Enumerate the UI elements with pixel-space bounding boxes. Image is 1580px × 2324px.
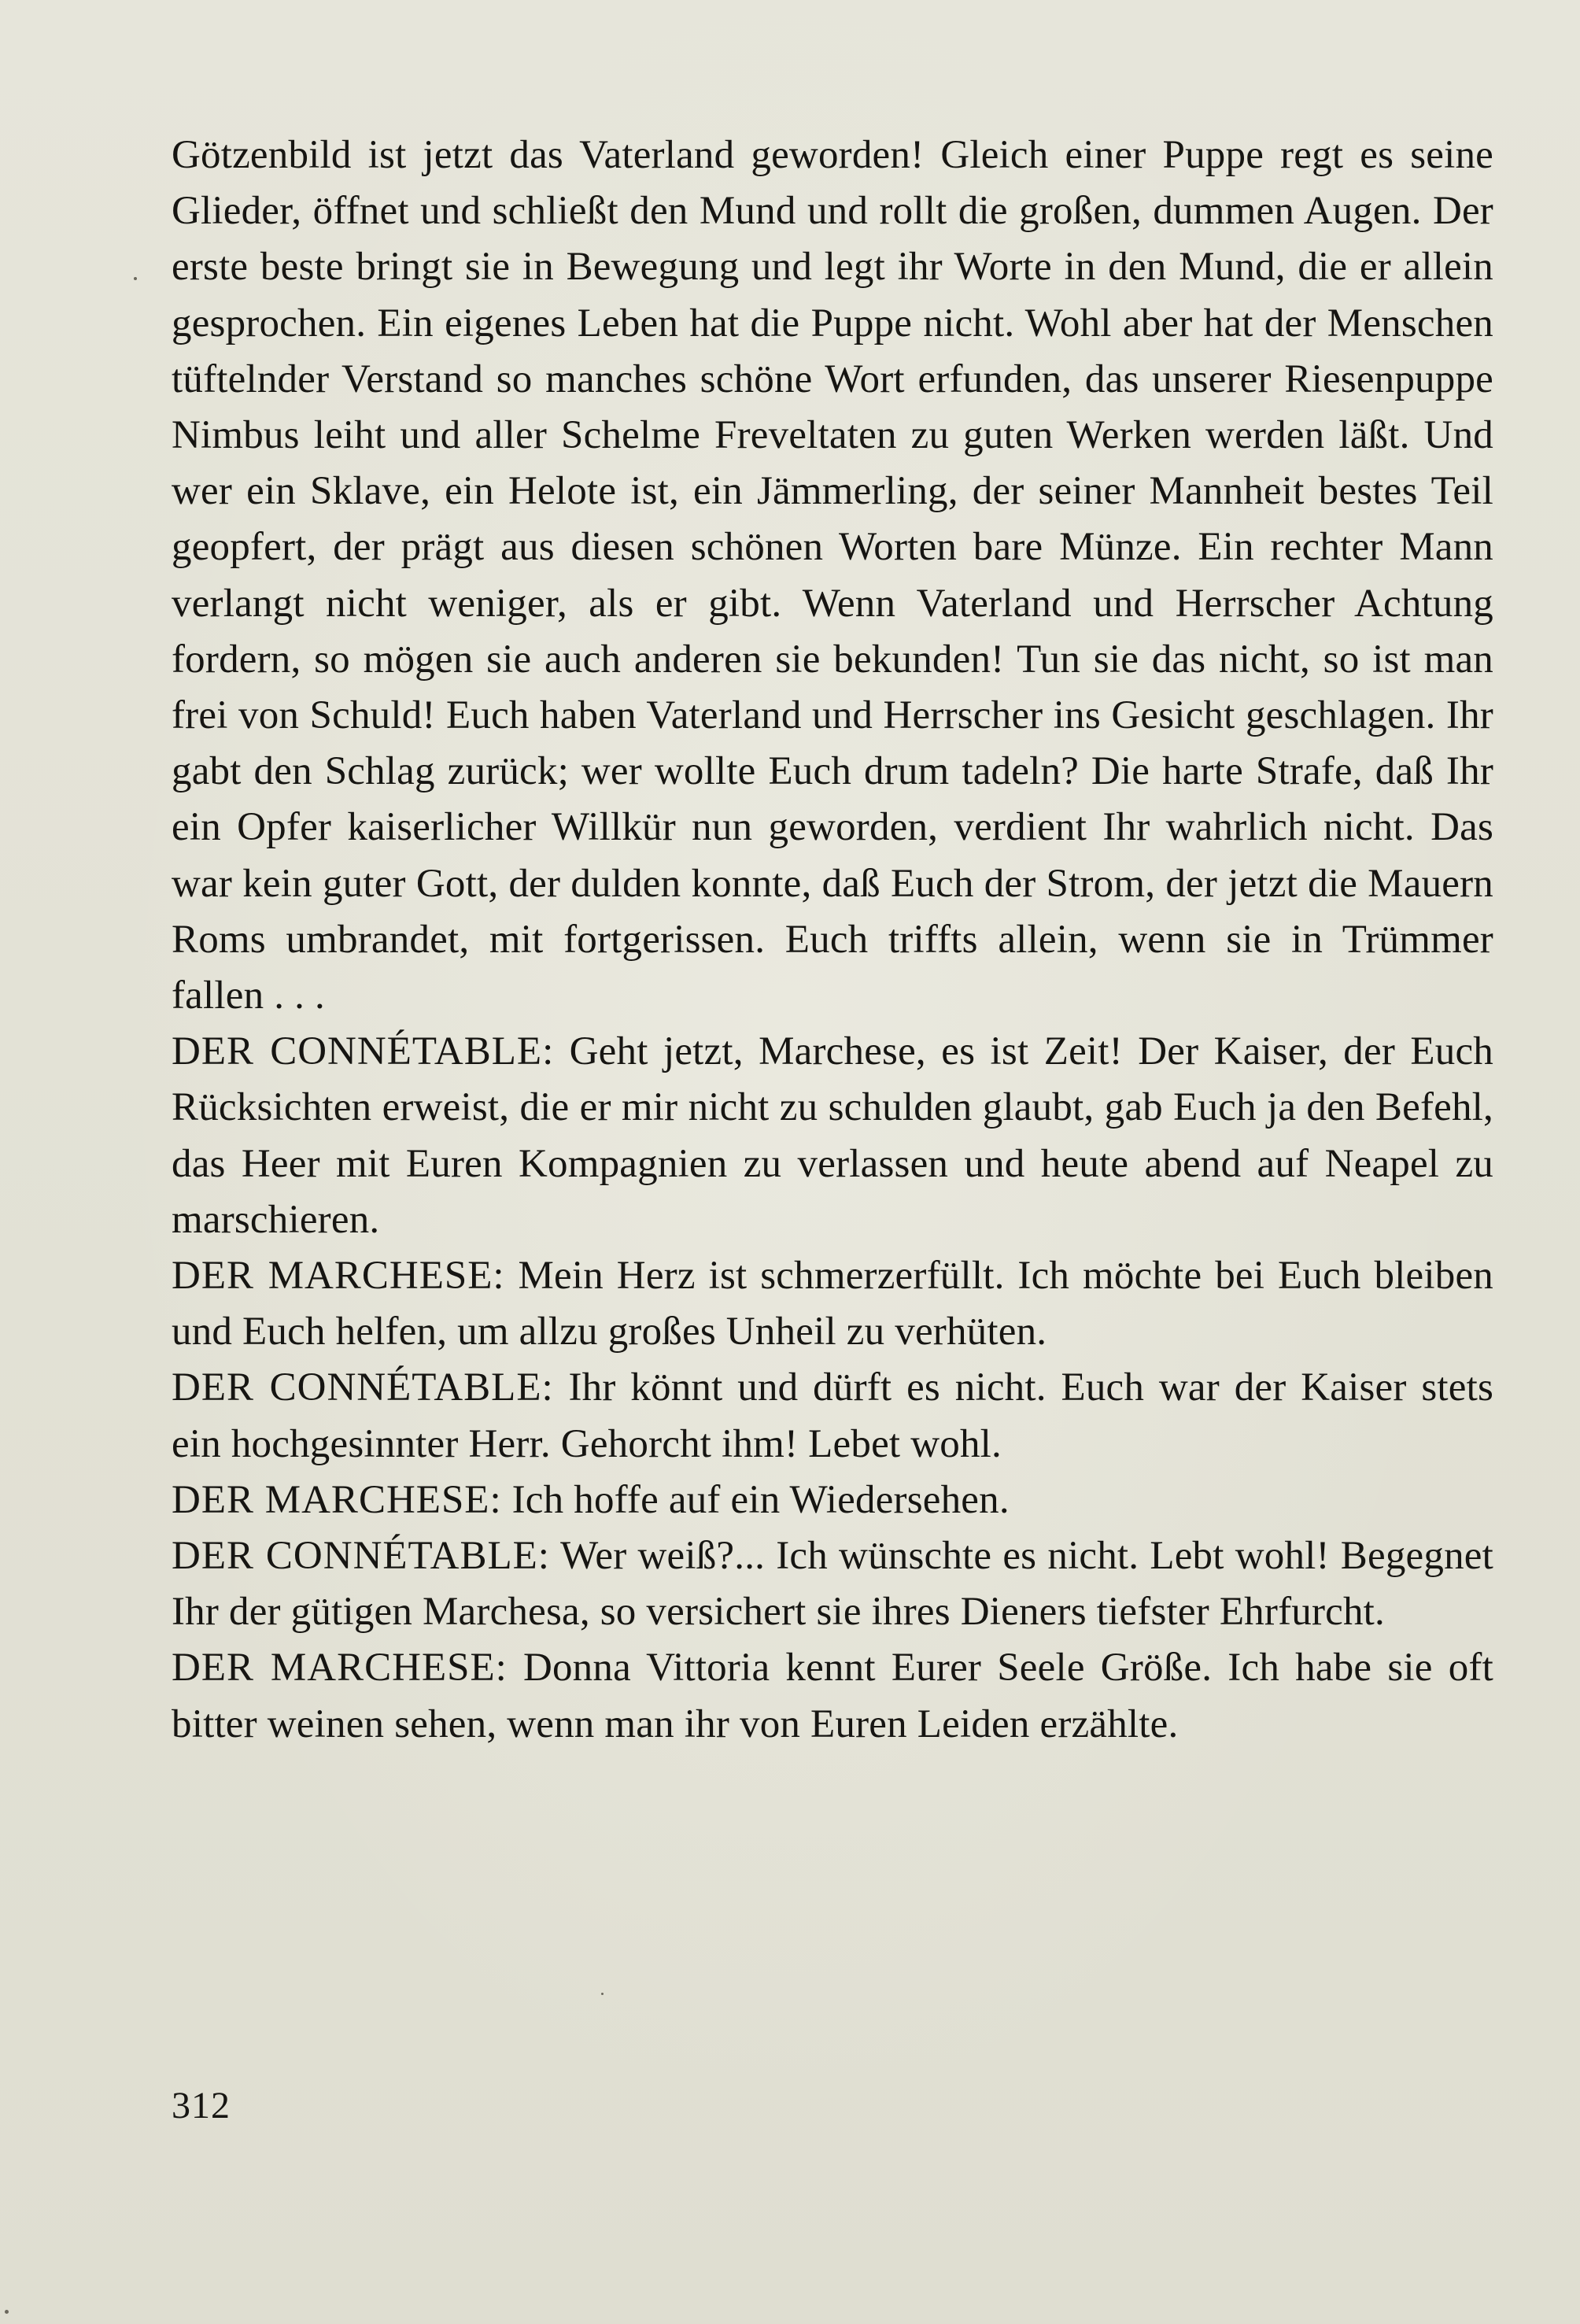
speech-text: Wer weiß?... Ich wünschte es nicht. Lebt wohl! Begegnet Ihr der gütigen Marchesa, so versichert sie ihres Dieners tiefster Ehrfurcht. (172, 1534, 1493, 1635)
opening-paragraph: Götzenbild ist jetzt das Vaterland geworden! Gleich einer Puppe regt es seine Glieder, öffnet und schließt den Mund und rollt die großen, dummen Augen. Der erste beste bringt sie in Bewegung und legt ihr Worte in den Mund, die er allein gesprochen. Ein eigenes Leben hat die Puppe nicht. Wohl aber hat der Menschen tüftelnder Verstand so manches schöne Wort erfunden, das unserer Riesenpuppe Nimbus leiht und aller Schelme Freveltaten zu guten Werken werden läßt. Und wer ein Sklave, ein Helote ist, ein Jämmerling, der seiner Mannheit bestes Teil geopfert, der prägt aus diesen schönen Worten bare Münze. Ein rechter Mann verlangt nicht weniger, als er gibt. Wenn Vaterland und Herrscher Achtung fordern, so mögen sie auch anderen sie bekunden! Tun sie das nicht, so ist man frei von Schuld! Euch haben Vaterland und Herrscher ins Gesicht geschlagen. Ihr gabt den Schlag zurück; wer wollte Euch drum tadeln? Die harte Strafe, daß Ihr ein Opfer kaiserlicher Willkür nun geworden, verdient Ihr wahrlich nicht. Das war kein guter Gott, der dulden konnte, daß Euch der Strom, der jetzt die Mauern Roms umbrandet, mit fortgerissen. Euch triffts allein, wenn sie in Trümmer fallen . . . (172, 133, 1493, 1018)
paper-speck (601, 1993, 604, 1995)
speaker-label: DER MARCHESE: (172, 1477, 502, 1522)
speech-connetable-3 (172, 1528, 1493, 1640)
speaker-label: DER MARCHESE: (172, 1254, 505, 1299)
speech-text: Donna Vittoria kennt Eurer Seele Größe. Ich habe sie oft bitter weinen sehen, wenn man ihr von Euren Leiden erzählte. (172, 1646, 1493, 1746)
speaker-label: DER MARCHESE: (172, 1646, 508, 1690)
speech-text: Ihr könnt und dürft es nicht. Euch war der Kaiser stets ein hochgesinnter Herr. Gehorcht ihm! Lebet wohl. (172, 1365, 1493, 1466)
paper-speck (5, 2310, 9, 2314)
speech-text: Ich hoffe auf ein Wiedersehen. (501, 1477, 1010, 1522)
speech-connetable-1 (172, 1024, 1493, 1248)
speech-marchese-3 (172, 1640, 1493, 1752)
speaker-label: DER CONNÉTABLE: (172, 1029, 555, 1074)
paper-speck (134, 277, 137, 280)
speaker-label: DER CONNÉTABLE: (172, 1365, 554, 1410)
speech-text: Geht jetzt, Marchese, es ist Zeit! Der Kaiser, der Euch Rücksichten erweist, die er mir nicht zu schulden glaubt, gab Euch ja den Befehl, das Heer mit Euren Kompagnien zu verlassen und heute abend auf Neapel zu marschieren. (172, 1029, 1493, 1242)
page-text (172, 127, 1493, 1753)
speech-connetable-2 (172, 1360, 1493, 1472)
speech-marchese-2 (172, 1472, 1493, 1528)
speech-marchese-1 (172, 1248, 1493, 1360)
page-number: 312 (172, 2085, 231, 2126)
speaker-label: DER CONNÉTABLE: (172, 1534, 550, 1579)
speech-text: Mein Herz ist schmerzerfüllt. Ich möchte bei Euch bleiben und Euch helfen, um allzu großes Unheil zu verhüten. (172, 1254, 1493, 1354)
